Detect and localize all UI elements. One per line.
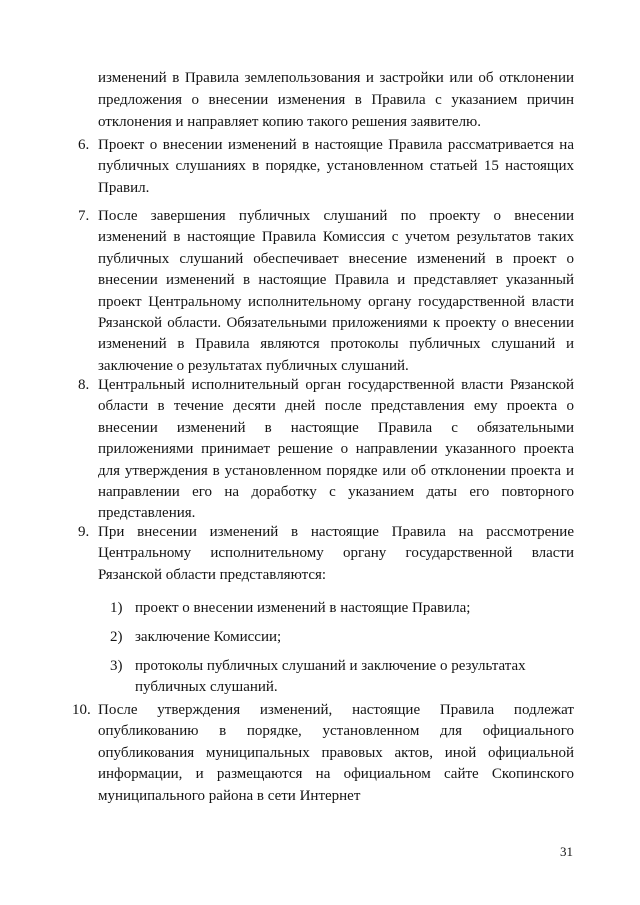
item-text: После завершения публичных слушаний по проекту о внесении изменений в настоящие Правила Комиссия с учетом результатов таких публичных слушаний обеспечивает внесение изменений в проект о внесении изменений в настоящие Правила и представляет указанный проект Центральному исполнительному органу государственной власти Рязанской области. Обязательными приложениями к проекту о внесении изменений в Правила являются протоколы публичных слушаний и заключение о результатах публичных слушаний. — [98, 208, 574, 374]
item-text: После утверждения изменений, настоящие Правила подлежат опубликованию в порядке, установленном для официального опубликования муниципальных правовых актов, иной официальной информации, и размещаются на официальном сайте Скопинского муниципального района в сети Интернет — [98, 702, 574, 804]
item-number: 6. — [78, 137, 90, 153]
list-item-8 — [66, 375, 574, 525]
sub-item-text: проект о внесении изменений в настоящие Правила; — [135, 600, 471, 616]
sub-item-number: 2) — [110, 629, 123, 645]
list-item-9 — [66, 522, 574, 586]
sub-item-1 — [110, 598, 574, 619]
item-number: 10. — [72, 702, 91, 718]
item-number: 8. — [78, 377, 90, 393]
sub-item-3 — [110, 656, 530, 698]
sub-item-text: заключение Комиссии; — [135, 629, 282, 645]
list-item-6 — [66, 135, 574, 199]
item-text: Проект о внесении изменений в настоящие Правила рассматривается на публичных слушаниях в порядке, установленном статьей 15 настоящих Правил. — [98, 137, 574, 196]
item-number: 9. — [78, 524, 90, 540]
list-item-10 — [66, 700, 574, 807]
item-text: При внесении изменений в настоящие Правила на рассмотрение Центральному исполнительному органу государственной власти Рязанской области представляются: — [98, 524, 574, 583]
continuation-paragraph: изменений в Правила землепользования и застройки или об отклонении предложения о внесении изменения в Правила с указанием причин отклонения и направляет копию такого решения заявителю. — [98, 70, 574, 130]
sub-item-2 — [110, 627, 574, 648]
page-number: 31 — [560, 844, 573, 859]
sub-item-number: 3) — [110, 658, 123, 674]
item-number: 7. — [78, 208, 90, 224]
list-item-7 — [66, 206, 574, 377]
sub-item-text: протоколы публичных слушаний и заключение о результатах публичных слушаний. — [135, 658, 526, 695]
sub-item-number: 1) — [110, 600, 123, 616]
item-text: Центральный исполнительный орган государственной власти Рязанской области в течение десяти дней после представления ему проекта о внесении изменений в настоящие Правила с обязательными приложениями принимает решение о направлении указанного проекта для утверждения в установленном порядке или об отклонении проекта и направлении его на доработку с указанием даты его повторного представления. — [98, 377, 574, 522]
